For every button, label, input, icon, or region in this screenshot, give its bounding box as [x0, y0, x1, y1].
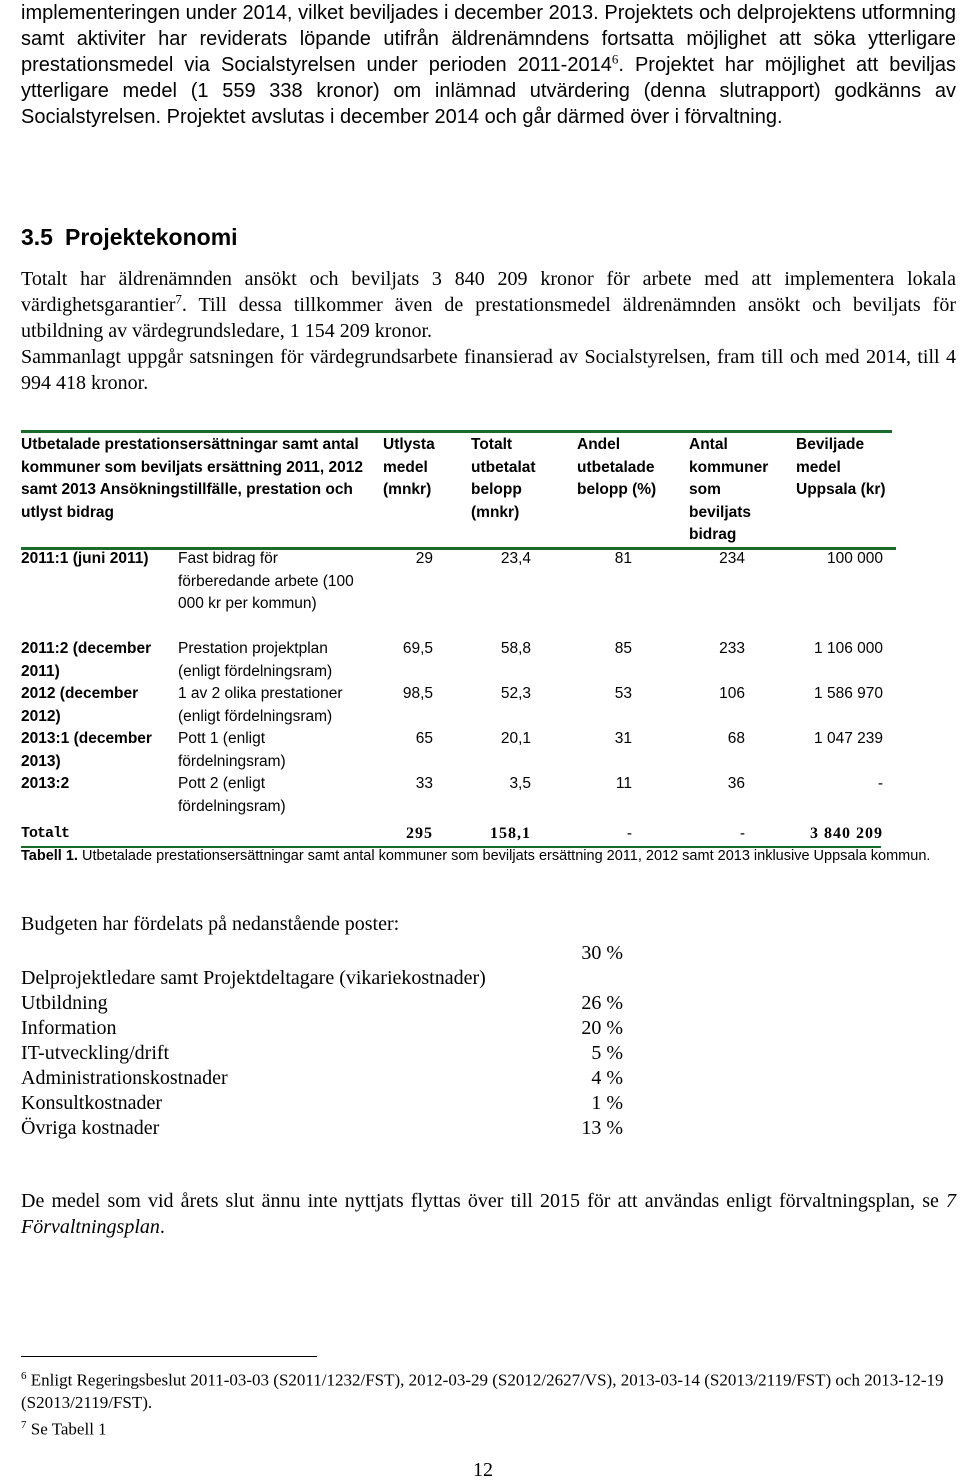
budget-item-name: IT-utveckling/drift — [21, 1042, 170, 1064]
economy-text-2: . Till dessa tillkommer även de prestationsmedel äldrenämnden ansökt och beviljats för utbildning av värdegrundsledare, 1 154 209 kronor. — [21, 294, 956, 342]
budget-item-value: 13 % — [581, 1117, 623, 1139]
table-head-municipalities: Antal kommuner som beviljats bidrag — [689, 436, 769, 543]
total-label: Totalt — [21, 825, 70, 842]
budget-item-name: Konsultkostnader — [21, 1092, 163, 1114]
footnote-number: 7 — [21, 1418, 27, 1431]
row-municipalities: 106 — [719, 685, 745, 702]
table-head-announced: Utlysta medel (mnkr) — [383, 436, 435, 498]
budget-item-name: Utbildning — [21, 992, 108, 1014]
footnote-ref-6: 6 — [611, 51, 619, 67]
footnote-number: 6 — [21, 1370, 27, 1382]
table-head-uppsala: Beviljade medel Uppsala (kr) — [796, 436, 886, 498]
total-uppsala: 3 840 209 — [810, 825, 883, 842]
row-share: 81 — [614, 550, 632, 567]
budget-item-value: 5 % — [591, 1042, 623, 1064]
footnote-6 — [21, 1365, 956, 1414]
row-municipalities: 36 — [727, 775, 745, 792]
budget-item-name: Övriga kostnader — [21, 1117, 160, 1139]
total-share: - — [626, 825, 632, 842]
row-description: Pott 1 (enligt fördelningsram) — [178, 730, 286, 770]
row-municipalities: 233 — [719, 640, 745, 657]
closing-paragraph — [21, 1188, 956, 1240]
footnote-ref-7: 7 — [175, 291, 182, 307]
row-share: 31 — [614, 730, 632, 747]
list-item — [21, 1116, 641, 1141]
list-item — [21, 1091, 641, 1116]
budget-item-value: 1 % — [591, 1092, 623, 1114]
intro-paragraph — [21, 0, 956, 130]
row-announced: 29 — [415, 550, 433, 567]
section-heading — [21, 224, 238, 251]
row-description: 1 av 2 olika prestationer (enligt fördelningsram) — [178, 685, 343, 725]
row-description: Fast bidrag för förberedande arbete (100 000 kr per kommun) — [178, 550, 354, 612]
row-uppsala: - — [877, 775, 883, 792]
list-item — [21, 1066, 641, 1091]
total-announced: 295 — [406, 825, 433, 842]
row-period: 2013:2 — [21, 775, 70, 792]
row-uppsala: 1 047 239 — [814, 730, 883, 747]
budget-item-value: 4 % — [591, 1067, 623, 1089]
intro-text-1: implementeringen under 2014, vilket beviljades i december 2013. Projektets och delprojektens utformning samt aktiviter har reviderats löpande utifrån äldrenämndens fortsatta möjlighet att söka ytterligare prestationsmedel via Socialstyrelsen under perioden 2011-2014 — [21, 2, 956, 76]
row-municipalities: 234 — [719, 550, 745, 567]
total-paid: 158,1 — [490, 825, 531, 842]
row-description: Prestation projektplan (enligt fördelningsram) — [178, 640, 333, 680]
footnote-text: Enligt Regeringsbeslut 2011-03-03 (S2011/1232/FST), 2012-03-29 (S2012/2627/VS), 2013-03-14 (S2013/2119/FST) och 2013-12-19 (S2013/2119/FST). — [21, 1370, 944, 1412]
closing-text: De medel som vid årets slut ännu inte nyttjats flyttas över till 2015 för att användas enligt förvaltningsplan, se — [21, 1190, 946, 1212]
row-share: 53 — [614, 685, 632, 702]
budget-title: Budgeten har fördelats på nedanstående poster: — [21, 913, 400, 935]
list-item — [21, 1041, 641, 1066]
row-share: 11 — [615, 775, 632, 792]
economy-paragraph — [21, 266, 956, 396]
section-number: 3.5 — [21, 224, 53, 250]
row-paid: 20,1 — [500, 730, 531, 747]
closing-reference: 7 Förvaltningsplan — [21, 1190, 956, 1238]
table-head-share: Andel utbetalade belopp (%) — [577, 436, 657, 498]
caption-text: Utbetalade prestationsersättningar samt antal kommuner som beviljats ersättning 2011, 2012 samt 2013 inklusive Uppsala kommun. — [77, 848, 931, 864]
budget-item-value: 20 % — [581, 1017, 623, 1039]
row-paid: 3,5 — [509, 775, 531, 792]
row-paid: 58,8 — [500, 640, 531, 657]
row-period: 2011:1 (juni 2011) — [21, 550, 149, 567]
row-uppsala: 1 106 000 — [814, 640, 883, 657]
section-title: Projektekonomi — [64, 224, 238, 250]
footnotes — [21, 1365, 956, 1440]
row-uppsala: 100 000 — [826, 550, 883, 567]
caption-label: Tabell 1. — [21, 848, 78, 864]
table-caption — [21, 847, 941, 865]
row-description: Pott 2 (enligt fördelningsram) — [178, 775, 286, 815]
budget-item-name: Information — [21, 1017, 117, 1039]
row-announced: 69,5 — [402, 640, 433, 657]
list-item — [21, 991, 641, 1016]
row-municipalities: 68 — [727, 730, 745, 747]
row-period: 2013:1 (december 2013) — [21, 730, 152, 770]
table-head-paid: Totalt utbetalat belopp (mnkr) — [471, 436, 536, 521]
row-announced: 65 — [415, 730, 433, 747]
table-rule-top — [21, 430, 892, 433]
row-uppsala: 1 586 970 — [814, 685, 883, 702]
row-period: 2012 (december 2012) — [21, 685, 139, 725]
row-announced: 33 — [415, 775, 433, 792]
row-paid: 52,3 — [500, 685, 531, 702]
table-head-main: Utbetalade prestationsersättningar samt antal kommuner som beviljats ersättning 2011, 2012 samt 2013 Ansökningstillfälle, prestation och utlyst bidrag — [21, 436, 364, 521]
budget-item-name: Delprojektledare samt Projektdeltagare (vikariekostnader) — [21, 967, 486, 989]
economy-text-1: Totalt har äldrenämnden ansökt och beviljats 3 840 209 kronor för arbete med att implementera lokala värdighetsgarantier — [21, 268, 956, 316]
closing-end: . — [159, 1216, 165, 1238]
budget-item-value: 30 % — [581, 942, 623, 964]
budget-item-value: 26 % — [581, 992, 623, 1014]
row-announced: 98,5 — [402, 685, 433, 702]
list-item — [21, 1016, 641, 1041]
row-period: 2011:2 (december 2011) — [21, 640, 152, 680]
footnote-text: Se Tabell 1 — [26, 1419, 107, 1439]
budget-list — [21, 941, 641, 1141]
row-share: 85 — [614, 640, 632, 657]
total-municipalities: - — [739, 825, 745, 842]
intro-text-2: . Projektet har möjlighet att beviljas ytterligare medel (1 559 338 kronor) om inlämnad utvärdering (denna slutrapport) godkänns av Socialstyrelsen. Projektet avslutas i december 2014 och går därmed över i förvaltning. — [21, 54, 956, 128]
budget-item-name: Administrationskostnader — [21, 1067, 228, 1089]
row-paid: 23,4 — [500, 550, 531, 567]
economy-text-3: Sammanlagt uppgår satsningen för värdegrundsarbete finansierad av Socialstyrelsen, fram till och med 2014, till 4 994 418 kronor. — [21, 346, 956, 394]
footnote-7 — [21, 1414, 956, 1441]
page-number: 12 — [473, 1459, 493, 1481]
footnote-divider — [21, 1356, 317, 1357]
list-item — [21, 941, 641, 991]
